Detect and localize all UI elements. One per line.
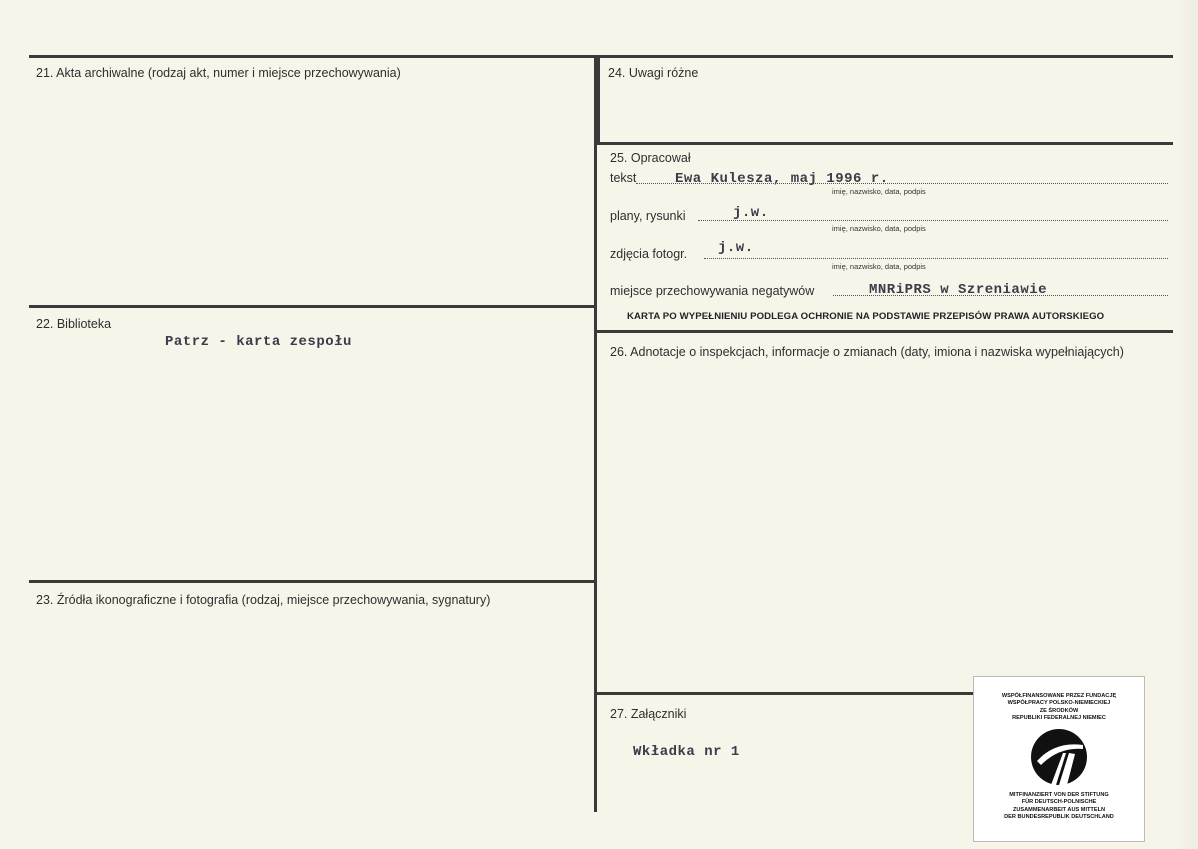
stamp-bottom-line: MITFINANZIERT VON DER STIFTUNG <box>1009 792 1109 798</box>
plany-value: j.w. <box>733 205 769 221</box>
section-22-label: 22. Biblioteka <box>36 317 112 331</box>
copyright-notice: KARTA PO WYPEŁNIENIU PODLEGA OCHRONIE NA PODSTAWIE PRZEPISÓW PRAWA AUTORSKIEGO <box>627 311 1105 322</box>
stamp-bottom-line: DER BUNDESREPUBLIK DEUTSCHLAND <box>1004 814 1114 821</box>
section-27-value: Wkładka nr 1 <box>633 744 740 760</box>
right-col-left-border <box>597 55 600 144</box>
top-border-line <box>29 55 1173 58</box>
divider-26-27 <box>597 692 973 695</box>
foundation-logo-icon <box>1029 727 1089 787</box>
divider-22-23 <box>29 580 596 583</box>
section-23-label: 23. Źródła ikonograficzne i fotografia (rodzaj, miejsce przechowywania, sygnatury) <box>36 593 491 607</box>
section-22-value: Patrz - karta zespołu <box>165 334 352 350</box>
section-25-label: 25. Opracował <box>610 151 691 165</box>
stamp-top-line: ZE ŚRODKÓW <box>1039 707 1079 714</box>
section-24-label: 24. Uwagi różne <box>608 66 699 80</box>
paper-edge-shade <box>1176 0 1198 849</box>
tekst-value: Ewa Kulesza, maj 1996 r. <box>675 171 889 187</box>
divider-21-22 <box>29 305 596 308</box>
stamp-german-text <box>974 792 1144 822</box>
stamp-top-line: REPUBLIKI FEDERALNEJ NIEMIEC <box>1012 715 1106 722</box>
tekst-hint: imię, nazwisko, data, podpis <box>832 187 926 196</box>
stamp-polish-text <box>974 693 1144 723</box>
stamp-bottom-line: FÜR DEUTSCH-POLNISCHE <box>1021 799 1097 806</box>
stamp-top-line: WSPÓŁFINANSOWANE PRZEZ FUNDACJĘ <box>1001 693 1117 699</box>
zdjecia-dotted-line <box>704 258 1168 259</box>
negatywy-label: miejsce przechowywania negatywów <box>610 284 815 298</box>
zdjecia-hint: imię, nazwisko, data, podpis <box>832 262 926 271</box>
section-27-label: 27. Załączniki <box>610 707 687 721</box>
stamp-bottom-line: ZUSAMMENARBEIT AUS MITTELN <box>1012 806 1106 813</box>
zdjecia-label: zdjęcia fotogr. <box>610 247 688 261</box>
tekst-label: tekst <box>610 171 637 185</box>
stamp-top-line: WSPÓŁPRACY POLSKO-NIEMIECKIEJ <box>1007 700 1111 707</box>
divider-25-26 <box>597 330 1173 333</box>
funding-stamp <box>973 676 1145 842</box>
center-divider-line <box>594 55 597 812</box>
plany-hint: imię, nazwisko, data, podpis <box>832 224 926 233</box>
section-21-label: 21. Akta archiwalne (rodzaj akt, numer i miejsce przechowywania) <box>36 66 401 80</box>
section-26-label: 26. Adnotacje o inspekcjach, informacje o zmianach (daty, imiona i nazwiska wypełniających) <box>610 345 1124 359</box>
negatywy-value: MNRiPRS w Szreniawie <box>869 282 1048 298</box>
divider-24-25 <box>597 142 1173 145</box>
plany-label: plany, rysunki <box>610 209 686 223</box>
zdjecia-value: j.w. <box>718 240 754 256</box>
